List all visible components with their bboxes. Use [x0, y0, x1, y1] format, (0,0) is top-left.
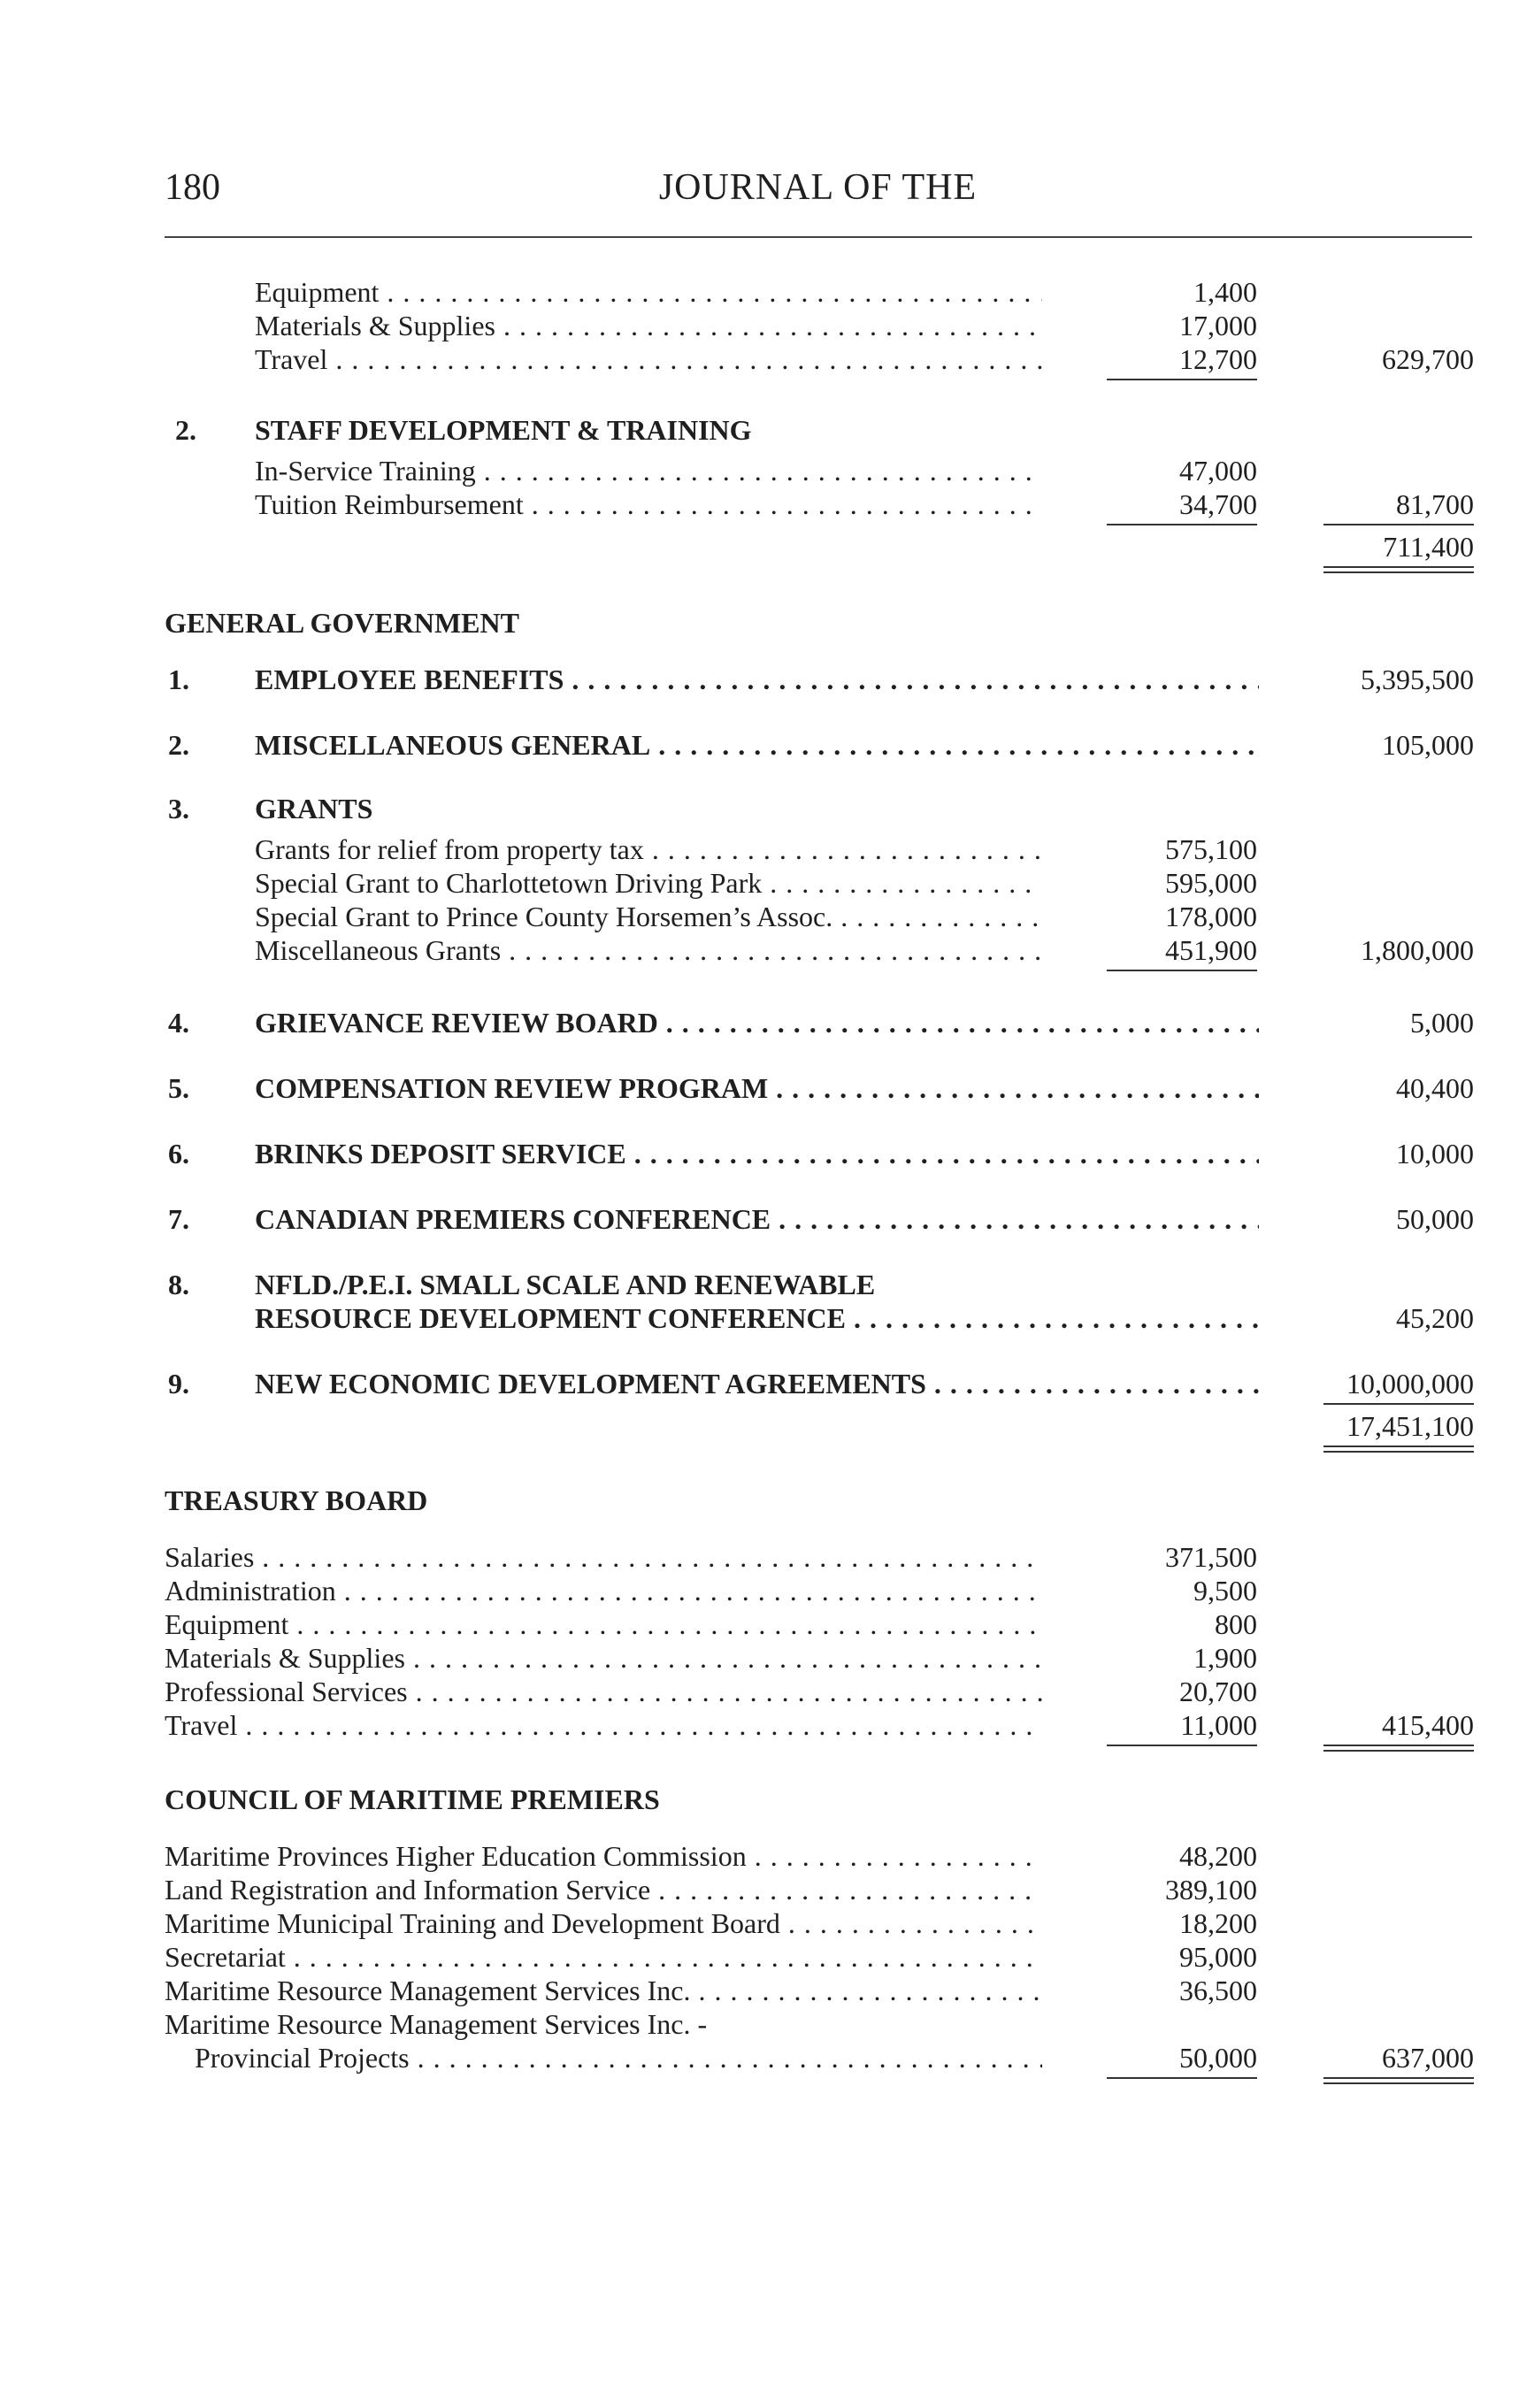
section-number: 6.	[168, 1138, 189, 1169]
line-item	[0, 1906, 1519, 1941]
item-amount: 50,000	[1179, 2042, 1257, 2074]
section-title: EMPLOYEE BENEFITS . . .	[255, 662, 1259, 697]
section-line	[0, 1070, 1519, 1106]
item-label: Equipment . . .	[255, 274, 1042, 310]
section-heading	[0, 412, 1519, 448]
section-title: COMPENSATION REVIEW PROGRAM . . .	[255, 1070, 1259, 1106]
line-item	[0, 1872, 1519, 1907]
section-title: GRANTS	[255, 793, 373, 824]
item-amount: 17,000	[1179, 310, 1257, 341]
item-amount: 1,400	[1193, 276, 1257, 308]
line-item	[0, 487, 1519, 522]
line-item	[0, 453, 1519, 488]
section-line	[0, 1005, 1519, 1040]
item-amount: 34,700	[1179, 488, 1257, 520]
line-item	[0, 308, 1519, 343]
item-amount: 575,100	[1165, 833, 1257, 865]
line-item	[0, 932, 1519, 968]
line-item	[0, 899, 1519, 934]
item-label: Travel . . .	[165, 1707, 1042, 1743]
item-amount: 18,200	[1179, 1907, 1257, 1939]
section-total: 415,400	[1382, 1709, 1474, 1741]
item-label: Equipment . . .	[165, 1607, 1042, 1642]
item-amount: 800	[1215, 1608, 1257, 1640]
running-header	[165, 166, 1471, 211]
item-label: Maritime Resource Management Services Inc. -	[165, 2008, 708, 2040]
underline	[1107, 2077, 1257, 2079]
section-line	[0, 1201, 1519, 1237]
section-number: 2.	[168, 729, 189, 761]
line-item	[0, 1573, 1519, 1608]
item-amount: 47,000	[1179, 455, 1257, 487]
item-label: Travel . . .	[255, 341, 1042, 377]
section-total: 10,000,000	[1346, 1368, 1474, 1400]
item-label: Tuition Reimbursement . . .	[255, 487, 1042, 522]
section-number: 2.	[175, 414, 196, 446]
section-total: 50,000	[1396, 1203, 1474, 1235]
page-number: 180	[165, 167, 220, 208]
underline	[1107, 379, 1257, 380]
underline	[1323, 524, 1474, 525]
item-label: Special Grant to Prince County Horsemen’s Assoc. . . .	[255, 899, 1042, 934]
line-item	[0, 1838, 1519, 1874]
item-label: Secretariat . . .	[165, 1939, 1042, 1975]
item-amount: 595,000	[1165, 867, 1257, 899]
running-title: JOURNAL OF THE	[658, 167, 978, 208]
department-heading	[0, 1483, 1519, 1518]
department-heading	[0, 1782, 1519, 1817]
section-title: CANADIAN PREMIERS CONFERENCE . . .	[255, 1201, 1259, 1237]
total-line	[0, 1408, 1519, 1444]
line-item	[0, 1973, 1519, 2008]
item-amount: 1,900	[1193, 1642, 1257, 1674]
item-label: Maritime Municipal Training and Development Board . . .	[165, 1906, 1042, 1941]
line-item	[0, 274, 1519, 310]
item-amount: 371,500	[1165, 1541, 1257, 1573]
section-total: 5,000	[1410, 1007, 1474, 1039]
section-number: 5.	[168, 1072, 189, 1104]
section-total: 637,000	[1382, 2042, 1474, 2074]
item-amount: 178,000	[1165, 901, 1257, 932]
section-number: 1.	[168, 663, 189, 695]
item-label: Materials & Supplies . . .	[165, 1640, 1042, 1676]
item-label: Land Registration and Information Service . . .	[165, 1872, 1042, 1907]
underline	[1107, 1745, 1257, 1746]
double-underline	[1323, 566, 1474, 573]
section-number: 4.	[168, 1007, 189, 1039]
item-amount: 20,700	[1179, 1676, 1257, 1707]
section-total: 629,700	[1382, 343, 1474, 375]
section-title-continued: RESOURCE DEVELOPMENT CONFERENCE . . .	[255, 1300, 1259, 1336]
item-amount: 12,700	[1179, 343, 1257, 375]
section-title: MISCELLANEOUS GENERAL . . .	[255, 727, 1259, 763]
section-number: 3.	[168, 793, 189, 824]
double-underline	[1323, 2077, 1474, 2084]
section-total: 1,800,000	[1361, 934, 1474, 966]
section-total: 5,395,500	[1361, 663, 1474, 695]
grand-total: 17,451,100	[1346, 1410, 1474, 1442]
item-label: Professional Services . . .	[165, 1674, 1042, 1709]
total-line	[0, 529, 1519, 564]
line-item	[0, 1607, 1519, 1642]
item-label: Special Grant to Charlottetown Driving Park . . .	[255, 865, 1042, 901]
line-item	[0, 832, 1519, 867]
section-heading	[0, 791, 1519, 826]
underline	[1107, 524, 1257, 525]
double-underline	[1323, 1745, 1474, 1752]
department-title: TREASURY BOARD	[165, 1484, 428, 1516]
line-item	[0, 2006, 1519, 2042]
line-item	[0, 1674, 1519, 1709]
item-label: Provincial Projects . . .	[195, 2040, 1042, 2075]
section-total: 105,000	[1382, 729, 1474, 761]
section-number: 8.	[168, 1269, 189, 1300]
item-label: Maritime Provinces Higher Education Commission . . .	[165, 1838, 1042, 1874]
underline	[1323, 1403, 1474, 1405]
section-number: 7.	[168, 1203, 189, 1235]
item-amount: 389,100	[1165, 1874, 1257, 1906]
section-line	[0, 1366, 1519, 1401]
section-line	[0, 1300, 1519, 1336]
header-rule	[165, 236, 1472, 238]
item-label: Miscellaneous Grants . . .	[255, 932, 1042, 968]
section-total: 81,700	[1396, 488, 1474, 520]
item-amount: 11,000	[1180, 1709, 1257, 1741]
line-item	[0, 1939, 1519, 1975]
item-amount: 48,200	[1179, 1840, 1257, 1872]
section-title: GRIEVANCE REVIEW BOARD . . .	[255, 1005, 1259, 1040]
section-title: STAFF DEVELOPMENT & TRAINING	[255, 414, 752, 446]
double-underline	[1323, 1446, 1474, 1453]
item-label: Maritime Resource Management Services Inc. . . .	[165, 1973, 1042, 2008]
section-total: 10,000	[1396, 1138, 1474, 1169]
item-amount: 9,500	[1193, 1575, 1257, 1607]
section-line	[0, 727, 1519, 763]
line-item	[0, 865, 1519, 901]
section-total: 45,200	[1396, 1302, 1474, 1334]
department-heading	[0, 605, 1519, 640]
item-label: Materials & Supplies . . .	[255, 308, 1042, 343]
department-title: GENERAL GOVERNMENT	[165, 607, 519, 639]
item-label: Administration . . .	[165, 1573, 1042, 1608]
section-number: 9.	[168, 1368, 189, 1400]
section-title: NEW ECONOMIC DEVELOPMENT AGREEMENTS . . .	[255, 1366, 1259, 1401]
underline	[1107, 970, 1257, 971]
item-amount: 451,900	[1165, 934, 1257, 966]
line-item	[0, 2040, 1519, 2075]
item-label: Grants for relief from property tax . . .	[255, 832, 1042, 867]
grand-total: 711,400	[1383, 531, 1474, 563]
section-heading	[0, 1267, 1519, 1302]
item-label: In-Service Training . . .	[255, 453, 1042, 488]
section-total: 40,400	[1396, 1072, 1474, 1104]
section-line	[0, 1136, 1519, 1171]
department-title: COUNCIL OF MARITIME PREMIERS	[165, 1783, 660, 1815]
line-item	[0, 1707, 1519, 1743]
item-amount: 36,500	[1179, 1975, 1257, 2006]
item-amount: 95,000	[1179, 1941, 1257, 1973]
item-label: Salaries . . .	[165, 1539, 1042, 1575]
line-item	[0, 1539, 1519, 1575]
line-item	[0, 341, 1519, 377]
section-line	[0, 662, 1519, 697]
line-item	[0, 1640, 1519, 1676]
section-title: NFLD./P.E.I. SMALL SCALE AND RENEWABLE	[255, 1269, 876, 1300]
section-title: BRINKS DEPOSIT SERVICE . . .	[255, 1136, 1259, 1171]
